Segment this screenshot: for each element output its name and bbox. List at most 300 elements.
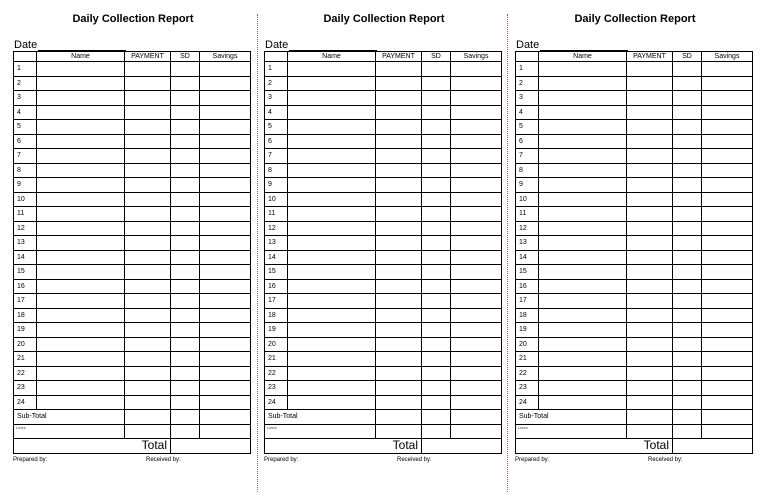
payment-cell[interactable] xyxy=(376,149,422,164)
sd-cell[interactable] xyxy=(673,192,702,207)
name-cell[interactable] xyxy=(539,62,627,77)
name-cell[interactable] xyxy=(37,221,125,236)
savings-cell[interactable] xyxy=(200,366,251,381)
name-cell[interactable] xyxy=(37,381,125,396)
sd-cell[interactable] xyxy=(673,250,702,265)
savings-cell[interactable] xyxy=(200,62,251,77)
savings-cell[interactable] xyxy=(702,62,753,77)
payment-cell[interactable] xyxy=(376,134,422,149)
cell[interactable] xyxy=(422,410,451,425)
name-cell[interactable] xyxy=(288,250,376,265)
savings-cell[interactable] xyxy=(200,294,251,309)
payment-cell[interactable] xyxy=(376,294,422,309)
name-cell[interactable] xyxy=(288,105,376,120)
payment-cell[interactable] xyxy=(376,120,422,135)
name-cell[interactable] xyxy=(288,91,376,106)
savings-cell[interactable] xyxy=(702,192,753,207)
sd-cell[interactable] xyxy=(673,337,702,352)
name-cell[interactable] xyxy=(288,308,376,323)
name-cell[interactable] xyxy=(539,250,627,265)
name-cell[interactable] xyxy=(539,294,627,309)
name-cell[interactable] xyxy=(539,192,627,207)
name-cell[interactable] xyxy=(539,352,627,367)
name-cell[interactable] xyxy=(37,250,125,265)
payment-cell[interactable] xyxy=(627,294,673,309)
sd-cell[interactable] xyxy=(171,76,200,91)
savings-cell[interactable] xyxy=(451,192,502,207)
payment-cell[interactable] xyxy=(627,337,673,352)
savings-cell[interactable] xyxy=(451,163,502,178)
savings-cell[interactable] xyxy=(451,323,502,338)
savings-cell[interactable] xyxy=(451,207,502,222)
cell[interactable] xyxy=(376,424,422,439)
cell[interactable] xyxy=(200,424,251,439)
payment-cell[interactable] xyxy=(125,323,171,338)
savings-cell[interactable] xyxy=(200,323,251,338)
sd-cell[interactable] xyxy=(673,381,702,396)
payment-cell[interactable] xyxy=(627,105,673,120)
savings-cell[interactable] xyxy=(200,76,251,91)
date-line[interactable] xyxy=(540,40,628,51)
savings-cell[interactable] xyxy=(451,352,502,367)
sd-cell[interactable] xyxy=(673,366,702,381)
cell[interactable] xyxy=(627,424,673,439)
payment-cell[interactable] xyxy=(627,76,673,91)
sd-cell[interactable] xyxy=(673,323,702,338)
name-cell[interactable] xyxy=(37,207,125,222)
sd-cell[interactable] xyxy=(171,323,200,338)
payment-cell[interactable] xyxy=(376,337,422,352)
date-line[interactable] xyxy=(289,40,377,51)
savings-cell[interactable] xyxy=(451,236,502,251)
savings-cell[interactable] xyxy=(451,91,502,106)
payment-cell[interactable] xyxy=(125,207,171,222)
name-cell[interactable] xyxy=(288,134,376,149)
savings-cell[interactable] xyxy=(200,178,251,193)
sd-cell[interactable] xyxy=(171,207,200,222)
savings-cell[interactable] xyxy=(451,265,502,280)
sd-cell[interactable] xyxy=(673,265,702,280)
savings-cell[interactable] xyxy=(702,149,753,164)
payment-cell[interactable] xyxy=(376,207,422,222)
savings-cell[interactable] xyxy=(702,250,753,265)
cell[interactable] xyxy=(673,410,702,425)
name-cell[interactable] xyxy=(37,134,125,149)
cell[interactable] xyxy=(376,410,422,425)
name-cell[interactable] xyxy=(288,337,376,352)
payment-cell[interactable] xyxy=(627,352,673,367)
payment-cell[interactable] xyxy=(376,178,422,193)
payment-cell[interactable] xyxy=(125,91,171,106)
savings-cell[interactable] xyxy=(702,163,753,178)
sd-cell[interactable] xyxy=(171,352,200,367)
total-cell[interactable] xyxy=(673,439,753,454)
name-cell[interactable] xyxy=(37,62,125,77)
name-cell[interactable] xyxy=(539,337,627,352)
payment-cell[interactable] xyxy=(376,62,422,77)
sd-cell[interactable] xyxy=(422,337,451,352)
sd-cell[interactable] xyxy=(673,120,702,135)
sd-cell[interactable] xyxy=(673,308,702,323)
savings-cell[interactable] xyxy=(200,381,251,396)
savings-cell[interactable] xyxy=(702,352,753,367)
sd-cell[interactable] xyxy=(673,207,702,222)
savings-cell[interactable] xyxy=(451,149,502,164)
savings-cell[interactable] xyxy=(702,381,753,396)
sd-cell[interactable] xyxy=(171,91,200,106)
name-cell[interactable] xyxy=(288,352,376,367)
savings-cell[interactable] xyxy=(702,236,753,251)
savings-cell[interactable] xyxy=(451,178,502,193)
payment-cell[interactable] xyxy=(376,236,422,251)
savings-cell[interactable] xyxy=(451,250,502,265)
payment-cell[interactable] xyxy=(125,352,171,367)
sd-cell[interactable] xyxy=(422,149,451,164)
savings-cell[interactable] xyxy=(702,279,753,294)
sd-cell[interactable] xyxy=(422,279,451,294)
sd-cell[interactable] xyxy=(422,265,451,280)
savings-cell[interactable] xyxy=(702,105,753,120)
name-cell[interactable] xyxy=(37,76,125,91)
sd-cell[interactable] xyxy=(422,120,451,135)
name-cell[interactable] xyxy=(37,279,125,294)
payment-cell[interactable] xyxy=(125,149,171,164)
name-cell[interactable] xyxy=(37,294,125,309)
payment-cell[interactable] xyxy=(376,221,422,236)
payment-cell[interactable] xyxy=(125,294,171,309)
sd-cell[interactable] xyxy=(673,62,702,77)
total-cell[interactable] xyxy=(171,439,251,454)
sd-cell[interactable] xyxy=(673,221,702,236)
savings-cell[interactable] xyxy=(702,221,753,236)
name-cell[interactable] xyxy=(37,120,125,135)
savings-cell[interactable] xyxy=(702,76,753,91)
savings-cell[interactable] xyxy=(200,265,251,280)
name-cell[interactable] xyxy=(539,221,627,236)
name-cell[interactable] xyxy=(288,265,376,280)
payment-cell[interactable] xyxy=(627,395,673,410)
sd-cell[interactable] xyxy=(673,178,702,193)
cell[interactable] xyxy=(702,410,753,425)
cell[interactable] xyxy=(125,424,171,439)
savings-cell[interactable] xyxy=(702,120,753,135)
sd-cell[interactable] xyxy=(171,149,200,164)
sd-cell[interactable] xyxy=(171,366,200,381)
savings-cell[interactable] xyxy=(200,91,251,106)
cell[interactable] xyxy=(702,424,753,439)
savings-cell[interactable] xyxy=(451,294,502,309)
sd-cell[interactable] xyxy=(171,381,200,396)
name-cell[interactable] xyxy=(539,308,627,323)
name-cell[interactable] xyxy=(539,279,627,294)
payment-cell[interactable] xyxy=(125,279,171,294)
payment-cell[interactable] xyxy=(627,134,673,149)
name-cell[interactable] xyxy=(539,149,627,164)
payment-cell[interactable] xyxy=(627,62,673,77)
name-cell[interactable] xyxy=(288,178,376,193)
payment-cell[interactable] xyxy=(627,323,673,338)
savings-cell[interactable] xyxy=(200,337,251,352)
payment-cell[interactable] xyxy=(125,250,171,265)
sd-cell[interactable] xyxy=(673,294,702,309)
name-cell[interactable] xyxy=(37,91,125,106)
savings-cell[interactable] xyxy=(200,120,251,135)
cell[interactable] xyxy=(171,410,200,425)
payment-cell[interactable] xyxy=(125,192,171,207)
savings-cell[interactable] xyxy=(702,337,753,352)
payment-cell[interactable] xyxy=(376,265,422,280)
sd-cell[interactable] xyxy=(422,381,451,396)
name-cell[interactable] xyxy=(288,207,376,222)
name-cell[interactable] xyxy=(288,323,376,338)
savings-cell[interactable] xyxy=(200,395,251,410)
payment-cell[interactable] xyxy=(125,105,171,120)
sd-cell[interactable] xyxy=(171,395,200,410)
cell[interactable] xyxy=(451,424,502,439)
name-cell[interactable] xyxy=(288,62,376,77)
savings-cell[interactable] xyxy=(451,337,502,352)
sd-cell[interactable] xyxy=(673,352,702,367)
date-line[interactable] xyxy=(38,40,126,51)
name-cell[interactable] xyxy=(288,279,376,294)
sd-cell[interactable] xyxy=(422,250,451,265)
sd-cell[interactable] xyxy=(171,236,200,251)
payment-cell[interactable] xyxy=(376,381,422,396)
savings-cell[interactable] xyxy=(200,352,251,367)
savings-cell[interactable] xyxy=(702,308,753,323)
sd-cell[interactable] xyxy=(673,236,702,251)
savings-cell[interactable] xyxy=(702,91,753,106)
cell[interactable] xyxy=(171,424,200,439)
payment-cell[interactable] xyxy=(125,337,171,352)
payment-cell[interactable] xyxy=(125,134,171,149)
savings-cell[interactable] xyxy=(451,76,502,91)
payment-cell[interactable] xyxy=(125,236,171,251)
savings-cell[interactable] xyxy=(200,149,251,164)
savings-cell[interactable] xyxy=(702,366,753,381)
savings-cell[interactable] xyxy=(200,236,251,251)
payment-cell[interactable] xyxy=(627,221,673,236)
sd-cell[interactable] xyxy=(422,308,451,323)
payment-cell[interactable] xyxy=(376,192,422,207)
sd-cell[interactable] xyxy=(171,134,200,149)
savings-cell[interactable] xyxy=(702,294,753,309)
savings-cell[interactable] xyxy=(200,192,251,207)
sd-cell[interactable] xyxy=(171,279,200,294)
sd-cell[interactable] xyxy=(422,62,451,77)
sd-cell[interactable] xyxy=(422,178,451,193)
savings-cell[interactable] xyxy=(451,279,502,294)
savings-cell[interactable] xyxy=(702,395,753,410)
payment-cell[interactable] xyxy=(627,381,673,396)
sd-cell[interactable] xyxy=(422,134,451,149)
name-cell[interactable] xyxy=(539,207,627,222)
sd-cell[interactable] xyxy=(171,250,200,265)
savings-cell[interactable] xyxy=(702,207,753,222)
savings-cell[interactable] xyxy=(702,178,753,193)
sd-cell[interactable] xyxy=(422,105,451,120)
savings-cell[interactable] xyxy=(702,265,753,280)
savings-cell[interactable] xyxy=(451,395,502,410)
savings-cell[interactable] xyxy=(200,134,251,149)
savings-cell[interactable] xyxy=(200,308,251,323)
payment-cell[interactable] xyxy=(627,163,673,178)
payment-cell[interactable] xyxy=(376,395,422,410)
savings-cell[interactable] xyxy=(200,163,251,178)
payment-cell[interactable] xyxy=(627,265,673,280)
sd-cell[interactable] xyxy=(171,221,200,236)
payment-cell[interactable] xyxy=(627,366,673,381)
sd-cell[interactable] xyxy=(171,308,200,323)
sd-cell[interactable] xyxy=(422,221,451,236)
payment-cell[interactable] xyxy=(376,352,422,367)
sd-cell[interactable] xyxy=(673,163,702,178)
payment-cell[interactable] xyxy=(627,178,673,193)
payment-cell[interactable] xyxy=(125,178,171,193)
sd-cell[interactable] xyxy=(422,207,451,222)
payment-cell[interactable] xyxy=(125,76,171,91)
name-cell[interactable] xyxy=(539,163,627,178)
name-cell[interactable] xyxy=(37,337,125,352)
payment-cell[interactable] xyxy=(125,221,171,236)
name-cell[interactable] xyxy=(37,163,125,178)
payment-cell[interactable] xyxy=(627,120,673,135)
sd-cell[interactable] xyxy=(422,395,451,410)
savings-cell[interactable] xyxy=(702,323,753,338)
sd-cell[interactable] xyxy=(673,134,702,149)
name-cell[interactable] xyxy=(37,236,125,251)
payment-cell[interactable] xyxy=(627,207,673,222)
sd-cell[interactable] xyxy=(171,178,200,193)
payment-cell[interactable] xyxy=(125,120,171,135)
name-cell[interactable] xyxy=(539,323,627,338)
sd-cell[interactable] xyxy=(422,76,451,91)
name-cell[interactable] xyxy=(288,120,376,135)
sd-cell[interactable] xyxy=(171,62,200,77)
sd-cell[interactable] xyxy=(673,76,702,91)
cell[interactable] xyxy=(200,410,251,425)
savings-cell[interactable] xyxy=(451,381,502,396)
payment-cell[interactable] xyxy=(376,279,422,294)
payment-cell[interactable] xyxy=(627,149,673,164)
payment-cell[interactable] xyxy=(376,91,422,106)
payment-cell[interactable] xyxy=(125,62,171,77)
sd-cell[interactable] xyxy=(422,236,451,251)
name-cell[interactable] xyxy=(288,395,376,410)
savings-cell[interactable] xyxy=(451,221,502,236)
name-cell[interactable] xyxy=(288,192,376,207)
savings-cell[interactable] xyxy=(451,308,502,323)
savings-cell[interactable] xyxy=(200,207,251,222)
sd-cell[interactable] xyxy=(171,294,200,309)
total-cell[interactable] xyxy=(422,439,502,454)
name-cell[interactable] xyxy=(37,323,125,338)
payment-cell[interactable] xyxy=(627,192,673,207)
sd-cell[interactable] xyxy=(673,395,702,410)
sd-cell[interactable] xyxy=(422,294,451,309)
name-cell[interactable] xyxy=(539,105,627,120)
payment-cell[interactable] xyxy=(627,250,673,265)
sd-cell[interactable] xyxy=(422,352,451,367)
sd-cell[interactable] xyxy=(673,91,702,106)
sd-cell[interactable] xyxy=(422,366,451,381)
payment-cell[interactable] xyxy=(125,366,171,381)
name-cell[interactable] xyxy=(37,105,125,120)
name-cell[interactable] xyxy=(539,178,627,193)
sd-cell[interactable] xyxy=(171,163,200,178)
sd-cell[interactable] xyxy=(422,91,451,106)
name-cell[interactable] xyxy=(37,366,125,381)
name-cell[interactable] xyxy=(539,76,627,91)
sd-cell[interactable] xyxy=(171,265,200,280)
savings-cell[interactable] xyxy=(200,250,251,265)
sd-cell[interactable] xyxy=(673,105,702,120)
savings-cell[interactable] xyxy=(200,105,251,120)
payment-cell[interactable] xyxy=(376,323,422,338)
cell[interactable] xyxy=(451,410,502,425)
name-cell[interactable] xyxy=(288,76,376,91)
cell[interactable] xyxy=(422,424,451,439)
name-cell[interactable] xyxy=(539,366,627,381)
savings-cell[interactable] xyxy=(451,105,502,120)
payment-cell[interactable] xyxy=(125,308,171,323)
name-cell[interactable] xyxy=(37,192,125,207)
name-cell[interactable] xyxy=(37,149,125,164)
name-cell[interactable] xyxy=(539,265,627,280)
name-cell[interactable] xyxy=(288,366,376,381)
payment-cell[interactable] xyxy=(627,279,673,294)
name-cell[interactable] xyxy=(539,236,627,251)
sd-cell[interactable] xyxy=(673,149,702,164)
name-cell[interactable] xyxy=(288,163,376,178)
payment-cell[interactable] xyxy=(376,76,422,91)
sd-cell[interactable] xyxy=(171,192,200,207)
savings-cell[interactable] xyxy=(200,279,251,294)
name-cell[interactable] xyxy=(539,134,627,149)
payment-cell[interactable] xyxy=(125,163,171,178)
name-cell[interactable] xyxy=(37,352,125,367)
cell[interactable] xyxy=(125,410,171,425)
name-cell[interactable] xyxy=(288,149,376,164)
name-cell[interactable] xyxy=(539,120,627,135)
name-cell[interactable] xyxy=(37,395,125,410)
payment-cell[interactable] xyxy=(627,236,673,251)
payment-cell[interactable] xyxy=(627,91,673,106)
payment-cell[interactable] xyxy=(376,105,422,120)
sd-cell[interactable] xyxy=(422,163,451,178)
payment-cell[interactable] xyxy=(627,308,673,323)
payment-cell[interactable] xyxy=(125,381,171,396)
payment-cell[interactable] xyxy=(376,163,422,178)
sd-cell[interactable] xyxy=(422,192,451,207)
payment-cell[interactable] xyxy=(125,395,171,410)
savings-cell[interactable] xyxy=(702,134,753,149)
name-cell[interactable] xyxy=(37,178,125,193)
sd-cell[interactable] xyxy=(171,120,200,135)
savings-cell[interactable] xyxy=(451,366,502,381)
name-cell[interactable] xyxy=(288,381,376,396)
name-cell[interactable] xyxy=(539,381,627,396)
name-cell[interactable] xyxy=(37,308,125,323)
cell[interactable] xyxy=(673,424,702,439)
payment-cell[interactable] xyxy=(125,265,171,280)
name-cell[interactable] xyxy=(288,236,376,251)
sd-cell[interactable] xyxy=(171,105,200,120)
payment-cell[interactable] xyxy=(376,250,422,265)
payment-cell[interactable] xyxy=(376,366,422,381)
sd-cell[interactable] xyxy=(422,323,451,338)
name-cell[interactable] xyxy=(539,395,627,410)
